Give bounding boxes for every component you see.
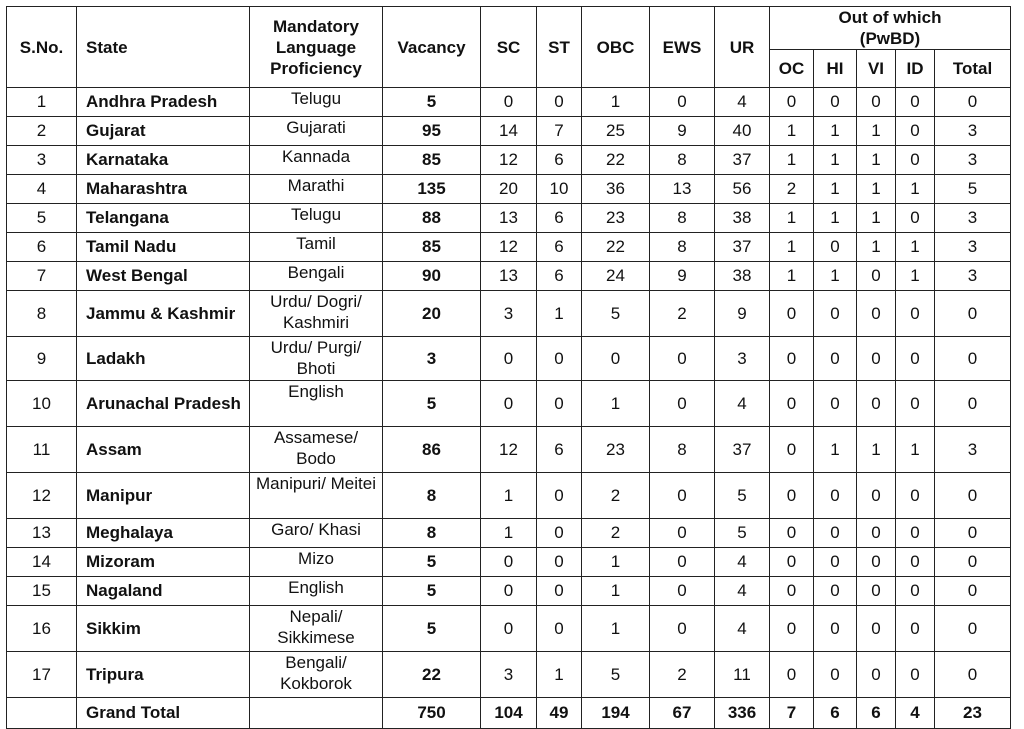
cell-total: 0 bbox=[935, 473, 1011, 519]
cell-sc: 13 bbox=[481, 262, 537, 291]
cell-vacancy: 20 bbox=[383, 291, 481, 337]
cell-state: Nagaland bbox=[77, 577, 250, 606]
grand-total-sc: 104 bbox=[481, 698, 537, 729]
table-row bbox=[7, 473, 1011, 519]
vacancy-table bbox=[6, 6, 1011, 729]
cell-state: Tamil Nadu bbox=[77, 233, 250, 262]
cell-oc: 0 bbox=[770, 548, 814, 577]
table-row bbox=[7, 146, 1011, 175]
cell-vi: 0 bbox=[857, 88, 896, 117]
cell-id: 0 bbox=[896, 577, 935, 606]
grand-total-hi: 6 bbox=[814, 698, 857, 729]
cell-id: 1 bbox=[896, 427, 935, 473]
cell-ews: 0 bbox=[650, 381, 715, 427]
cell-st: 6 bbox=[537, 204, 582, 233]
header-total: Total bbox=[935, 50, 1011, 88]
cell-ews: 0 bbox=[650, 473, 715, 519]
cell-obc: 1 bbox=[582, 548, 650, 577]
cell-hi: 0 bbox=[814, 473, 857, 519]
grand-total-st: 49 bbox=[537, 698, 582, 729]
cell-language: English bbox=[250, 381, 383, 427]
cell-st: 0 bbox=[537, 337, 582, 381]
cell-sc: 1 bbox=[481, 473, 537, 519]
header-st: ST bbox=[537, 7, 582, 88]
cell-ews: 8 bbox=[650, 204, 715, 233]
cell-state: Arunachal Pradesh bbox=[77, 381, 250, 427]
cell-vacancy: 86 bbox=[383, 427, 481, 473]
cell-language: Tamil bbox=[250, 233, 383, 262]
cell-hi: 0 bbox=[814, 577, 857, 606]
cell-sc: 0 bbox=[481, 548, 537, 577]
cell-state: West Bengal bbox=[77, 262, 250, 291]
grand-total-oc: 7 bbox=[770, 698, 814, 729]
cell-state: Tripura bbox=[77, 652, 250, 698]
cell-hi: 1 bbox=[814, 262, 857, 291]
cell-sno: 17 bbox=[7, 652, 77, 698]
cell-total: 3 bbox=[935, 427, 1011, 473]
table-row bbox=[7, 88, 1011, 117]
cell-st: 6 bbox=[537, 146, 582, 175]
table-row bbox=[7, 381, 1011, 427]
cell-id: 0 bbox=[896, 652, 935, 698]
cell-sno: 4 bbox=[7, 175, 77, 204]
cell-vacancy: 5 bbox=[383, 88, 481, 117]
table-body bbox=[7, 88, 1011, 698]
cell-oc: 0 bbox=[770, 519, 814, 548]
table-row bbox=[7, 652, 1011, 698]
table-row bbox=[7, 519, 1011, 548]
cell-vi: 0 bbox=[857, 606, 896, 652]
cell-ur: 11 bbox=[715, 652, 770, 698]
cell-state: Telangana bbox=[77, 204, 250, 233]
cell-ur: 4 bbox=[715, 606, 770, 652]
cell-state: Jammu & Kashmir bbox=[77, 291, 250, 337]
cell-id: 0 bbox=[896, 606, 935, 652]
cell-ews: 8 bbox=[650, 146, 715, 175]
cell-total: 0 bbox=[935, 291, 1011, 337]
cell-sno: 6 bbox=[7, 233, 77, 262]
cell-vacancy: 85 bbox=[383, 233, 481, 262]
cell-ews: 0 bbox=[650, 88, 715, 117]
grand-total-total: 23 bbox=[935, 698, 1011, 729]
cell-obc: 25 bbox=[582, 117, 650, 146]
cell-total: 5 bbox=[935, 175, 1011, 204]
cell-id: 0 bbox=[896, 88, 935, 117]
cell-hi: 0 bbox=[814, 233, 857, 262]
cell-state: Mizoram bbox=[77, 548, 250, 577]
cell-language: Gujarati bbox=[250, 117, 383, 146]
cell-hi: 0 bbox=[814, 291, 857, 337]
cell-total: 0 bbox=[935, 519, 1011, 548]
cell-hi: 0 bbox=[814, 548, 857, 577]
cell-oc: 1 bbox=[770, 233, 814, 262]
cell-vi: 0 bbox=[857, 337, 896, 381]
table-row bbox=[7, 175, 1011, 204]
cell-sc: 0 bbox=[481, 337, 537, 381]
cell-id: 0 bbox=[896, 117, 935, 146]
cell-ur: 5 bbox=[715, 473, 770, 519]
cell-total: 3 bbox=[935, 262, 1011, 291]
header-id: ID bbox=[896, 50, 935, 88]
cell-oc: 0 bbox=[770, 291, 814, 337]
header-obc: OBC bbox=[582, 7, 650, 88]
cell-sc: 0 bbox=[481, 606, 537, 652]
cell-language: Bengali/ Kokborok bbox=[250, 652, 383, 698]
cell-id: 0 bbox=[896, 337, 935, 381]
cell-language: English bbox=[250, 577, 383, 606]
cell-st: 0 bbox=[537, 88, 582, 117]
cell-hi: 0 bbox=[814, 606, 857, 652]
cell-id: 0 bbox=[896, 519, 935, 548]
cell-oc: 0 bbox=[770, 473, 814, 519]
cell-oc: 0 bbox=[770, 381, 814, 427]
cell-sc: 3 bbox=[481, 652, 537, 698]
cell-vacancy: 3 bbox=[383, 337, 481, 381]
cell-sno: 11 bbox=[7, 427, 77, 473]
cell-id: 0 bbox=[896, 473, 935, 519]
cell-st: 6 bbox=[537, 233, 582, 262]
cell-obc: 5 bbox=[582, 652, 650, 698]
cell-state: Sikkim bbox=[77, 606, 250, 652]
cell-vacancy: 88 bbox=[383, 204, 481, 233]
cell-state: Meghalaya bbox=[77, 519, 250, 548]
cell-language: Mizo bbox=[250, 548, 383, 577]
vacancy-table-container bbox=[6, 6, 1011, 729]
cell-hi: 0 bbox=[814, 519, 857, 548]
cell-sc: 12 bbox=[481, 427, 537, 473]
grand-total-vi: 6 bbox=[857, 698, 896, 729]
cell-obc: 23 bbox=[582, 427, 650, 473]
cell-state: Maharashtra bbox=[77, 175, 250, 204]
grand-total-language bbox=[250, 698, 383, 729]
cell-st: 1 bbox=[537, 291, 582, 337]
cell-sc: 3 bbox=[481, 291, 537, 337]
cell-hi: 1 bbox=[814, 175, 857, 204]
cell-st: 7 bbox=[537, 117, 582, 146]
cell-ur: 40 bbox=[715, 117, 770, 146]
grand-total-vacancy: 750 bbox=[383, 698, 481, 729]
cell-state: Manipur bbox=[77, 473, 250, 519]
grand-total-sno bbox=[7, 698, 77, 729]
cell-oc: 1 bbox=[770, 146, 814, 175]
cell-st: 0 bbox=[537, 548, 582, 577]
header-ur: UR bbox=[715, 7, 770, 88]
cell-ews: 2 bbox=[650, 291, 715, 337]
cell-vi: 0 bbox=[857, 548, 896, 577]
header-row-top bbox=[7, 7, 1011, 50]
cell-st: 0 bbox=[537, 577, 582, 606]
cell-ews: 8 bbox=[650, 427, 715, 473]
cell-obc: 1 bbox=[582, 381, 650, 427]
cell-obc: 5 bbox=[582, 291, 650, 337]
cell-obc: 22 bbox=[582, 233, 650, 262]
cell-vi: 1 bbox=[857, 204, 896, 233]
cell-total: 0 bbox=[935, 381, 1011, 427]
cell-vacancy: 5 bbox=[383, 381, 481, 427]
cell-ur: 56 bbox=[715, 175, 770, 204]
cell-total: 0 bbox=[935, 652, 1011, 698]
cell-ews: 13 bbox=[650, 175, 715, 204]
table-row bbox=[7, 577, 1011, 606]
table-row bbox=[7, 233, 1011, 262]
cell-vi: 1 bbox=[857, 175, 896, 204]
cell-vi: 1 bbox=[857, 427, 896, 473]
header-pwbd-group: Out of which (PwBD) bbox=[770, 7, 1011, 50]
cell-ur: 9 bbox=[715, 291, 770, 337]
cell-oc: 0 bbox=[770, 88, 814, 117]
cell-sno: 9 bbox=[7, 337, 77, 381]
cell-vi: 0 bbox=[857, 652, 896, 698]
cell-language: Urdu/ Purgi/ Bhoti bbox=[250, 337, 383, 381]
cell-ur: 37 bbox=[715, 146, 770, 175]
cell-st: 10 bbox=[537, 175, 582, 204]
cell-sc: 12 bbox=[481, 233, 537, 262]
header-language: Mandatory Language Proficiency bbox=[250, 7, 383, 88]
cell-total: 3 bbox=[935, 233, 1011, 262]
cell-obc: 0 bbox=[582, 337, 650, 381]
cell-ur: 4 bbox=[715, 381, 770, 427]
cell-obc: 2 bbox=[582, 473, 650, 519]
cell-vi: 0 bbox=[857, 291, 896, 337]
cell-oc: 2 bbox=[770, 175, 814, 204]
cell-obc: 2 bbox=[582, 519, 650, 548]
cell-state: Ladakh bbox=[77, 337, 250, 381]
cell-vi: 1 bbox=[857, 233, 896, 262]
cell-language: Kannada bbox=[250, 146, 383, 175]
cell-ur: 5 bbox=[715, 519, 770, 548]
cell-total: 3 bbox=[935, 204, 1011, 233]
cell-language: Marathi bbox=[250, 175, 383, 204]
cell-sno: 2 bbox=[7, 117, 77, 146]
cell-st: 0 bbox=[537, 519, 582, 548]
cell-ews: 0 bbox=[650, 577, 715, 606]
grand-total-id: 4 bbox=[896, 698, 935, 729]
cell-sc: 12 bbox=[481, 146, 537, 175]
cell-ur: 37 bbox=[715, 233, 770, 262]
cell-total: 3 bbox=[935, 146, 1011, 175]
cell-hi: 1 bbox=[814, 117, 857, 146]
cell-obc: 24 bbox=[582, 262, 650, 291]
grand-total-row bbox=[7, 698, 1011, 729]
cell-ur: 3 bbox=[715, 337, 770, 381]
table-row bbox=[7, 337, 1011, 381]
cell-vacancy: 5 bbox=[383, 606, 481, 652]
cell-ur: 4 bbox=[715, 577, 770, 606]
cell-sc: 1 bbox=[481, 519, 537, 548]
cell-sc: 13 bbox=[481, 204, 537, 233]
table-row bbox=[7, 427, 1011, 473]
cell-sc: 0 bbox=[481, 88, 537, 117]
cell-id: 0 bbox=[896, 548, 935, 577]
cell-state: Andhra Pradesh bbox=[77, 88, 250, 117]
cell-ews: 0 bbox=[650, 548, 715, 577]
cell-total: 0 bbox=[935, 577, 1011, 606]
cell-vacancy: 5 bbox=[383, 548, 481, 577]
cell-st: 0 bbox=[537, 606, 582, 652]
cell-language: Urdu/ Dogri/ Kashmiri bbox=[250, 291, 383, 337]
cell-ur: 4 bbox=[715, 548, 770, 577]
cell-hi: 1 bbox=[814, 204, 857, 233]
cell-oc: 0 bbox=[770, 577, 814, 606]
table-row bbox=[7, 606, 1011, 652]
cell-state: Assam bbox=[77, 427, 250, 473]
cell-language: Manipuri/ Meitei bbox=[250, 473, 383, 519]
cell-oc: 0 bbox=[770, 427, 814, 473]
cell-total: 0 bbox=[935, 606, 1011, 652]
cell-sc: 14 bbox=[481, 117, 537, 146]
cell-sno: 14 bbox=[7, 548, 77, 577]
cell-st: 0 bbox=[537, 473, 582, 519]
grand-total-ur: 336 bbox=[715, 698, 770, 729]
cell-ews: 0 bbox=[650, 337, 715, 381]
cell-oc: 1 bbox=[770, 117, 814, 146]
cell-total: 0 bbox=[935, 548, 1011, 577]
cell-oc: 1 bbox=[770, 204, 814, 233]
table-footer bbox=[7, 698, 1011, 729]
header-vacancy: Vacancy bbox=[383, 7, 481, 88]
grand-total-ews: 67 bbox=[650, 698, 715, 729]
cell-oc: 1 bbox=[770, 262, 814, 291]
cell-sno: 7 bbox=[7, 262, 77, 291]
cell-vi: 0 bbox=[857, 381, 896, 427]
cell-sc: 20 bbox=[481, 175, 537, 204]
cell-sno: 15 bbox=[7, 577, 77, 606]
cell-oc: 0 bbox=[770, 606, 814, 652]
cell-hi: 1 bbox=[814, 427, 857, 473]
cell-vacancy: 135 bbox=[383, 175, 481, 204]
cell-sno: 5 bbox=[7, 204, 77, 233]
header-sc: SC bbox=[481, 7, 537, 88]
cell-sno: 8 bbox=[7, 291, 77, 337]
cell-sno: 12 bbox=[7, 473, 77, 519]
cell-sno: 16 bbox=[7, 606, 77, 652]
cell-language: Telugu bbox=[250, 88, 383, 117]
cell-id: 0 bbox=[896, 291, 935, 337]
cell-ews: 0 bbox=[650, 519, 715, 548]
cell-vi: 0 bbox=[857, 577, 896, 606]
cell-ews: 8 bbox=[650, 233, 715, 262]
cell-ur: 4 bbox=[715, 88, 770, 117]
cell-id: 0 bbox=[896, 204, 935, 233]
cell-sno: 1 bbox=[7, 88, 77, 117]
cell-language: Garo/ Khasi bbox=[250, 519, 383, 548]
cell-sno: 3 bbox=[7, 146, 77, 175]
cell-vacancy: 95 bbox=[383, 117, 481, 146]
cell-ur: 37 bbox=[715, 427, 770, 473]
cell-vacancy: 8 bbox=[383, 473, 481, 519]
cell-obc: 36 bbox=[582, 175, 650, 204]
cell-oc: 0 bbox=[770, 652, 814, 698]
table-row bbox=[7, 548, 1011, 577]
header-sno: S.No. bbox=[7, 7, 77, 88]
cell-obc: 22 bbox=[582, 146, 650, 175]
cell-id: 0 bbox=[896, 146, 935, 175]
cell-vi: 1 bbox=[857, 146, 896, 175]
grand-total-label: Grand Total bbox=[77, 698, 250, 729]
cell-vi: 0 bbox=[857, 262, 896, 291]
header-hi: HI bbox=[814, 50, 857, 88]
cell-vacancy: 22 bbox=[383, 652, 481, 698]
cell-sc: 0 bbox=[481, 381, 537, 427]
cell-id: 1 bbox=[896, 175, 935, 204]
cell-obc: 1 bbox=[582, 606, 650, 652]
cell-total: 3 bbox=[935, 117, 1011, 146]
table-row bbox=[7, 262, 1011, 291]
cell-hi: 0 bbox=[814, 381, 857, 427]
table-row bbox=[7, 117, 1011, 146]
header-oc: OC bbox=[770, 50, 814, 88]
cell-language: Bengali bbox=[250, 262, 383, 291]
table-row bbox=[7, 204, 1011, 233]
cell-vacancy: 5 bbox=[383, 577, 481, 606]
cell-ews: 9 bbox=[650, 262, 715, 291]
header-vi: VI bbox=[857, 50, 896, 88]
cell-ews: 2 bbox=[650, 652, 715, 698]
cell-st: 0 bbox=[537, 381, 582, 427]
header-ews: EWS bbox=[650, 7, 715, 88]
cell-state: Gujarat bbox=[77, 117, 250, 146]
cell-oc: 0 bbox=[770, 337, 814, 381]
cell-language: Nepali/ Sikkimese bbox=[250, 606, 383, 652]
cell-vi: 0 bbox=[857, 519, 896, 548]
cell-vacancy: 8 bbox=[383, 519, 481, 548]
cell-st: 6 bbox=[537, 262, 582, 291]
header-state: State bbox=[77, 7, 250, 88]
cell-sc: 0 bbox=[481, 577, 537, 606]
cell-hi: 0 bbox=[814, 88, 857, 117]
cell-ur: 38 bbox=[715, 204, 770, 233]
cell-total: 0 bbox=[935, 337, 1011, 381]
cell-id: 1 bbox=[896, 262, 935, 291]
cell-vi: 0 bbox=[857, 473, 896, 519]
cell-language: Assamese/ Bodo bbox=[250, 427, 383, 473]
cell-hi: 0 bbox=[814, 337, 857, 381]
grand-total-obc: 194 bbox=[582, 698, 650, 729]
cell-ur: 38 bbox=[715, 262, 770, 291]
cell-total: 0 bbox=[935, 88, 1011, 117]
cell-sno: 10 bbox=[7, 381, 77, 427]
cell-st: 6 bbox=[537, 427, 582, 473]
cell-obc: 1 bbox=[582, 88, 650, 117]
cell-obc: 23 bbox=[582, 204, 650, 233]
cell-id: 0 bbox=[896, 381, 935, 427]
cell-vi: 1 bbox=[857, 117, 896, 146]
cell-hi: 1 bbox=[814, 146, 857, 175]
table-header bbox=[7, 7, 1011, 88]
cell-ews: 0 bbox=[650, 606, 715, 652]
cell-id: 1 bbox=[896, 233, 935, 262]
cell-state: Karnataka bbox=[77, 146, 250, 175]
cell-ews: 9 bbox=[650, 117, 715, 146]
cell-language: Telugu bbox=[250, 204, 383, 233]
table-row bbox=[7, 291, 1011, 337]
cell-obc: 1 bbox=[582, 577, 650, 606]
cell-st: 1 bbox=[537, 652, 582, 698]
cell-hi: 0 bbox=[814, 652, 857, 698]
cell-vacancy: 85 bbox=[383, 146, 481, 175]
cell-vacancy: 90 bbox=[383, 262, 481, 291]
cell-sno: 13 bbox=[7, 519, 77, 548]
